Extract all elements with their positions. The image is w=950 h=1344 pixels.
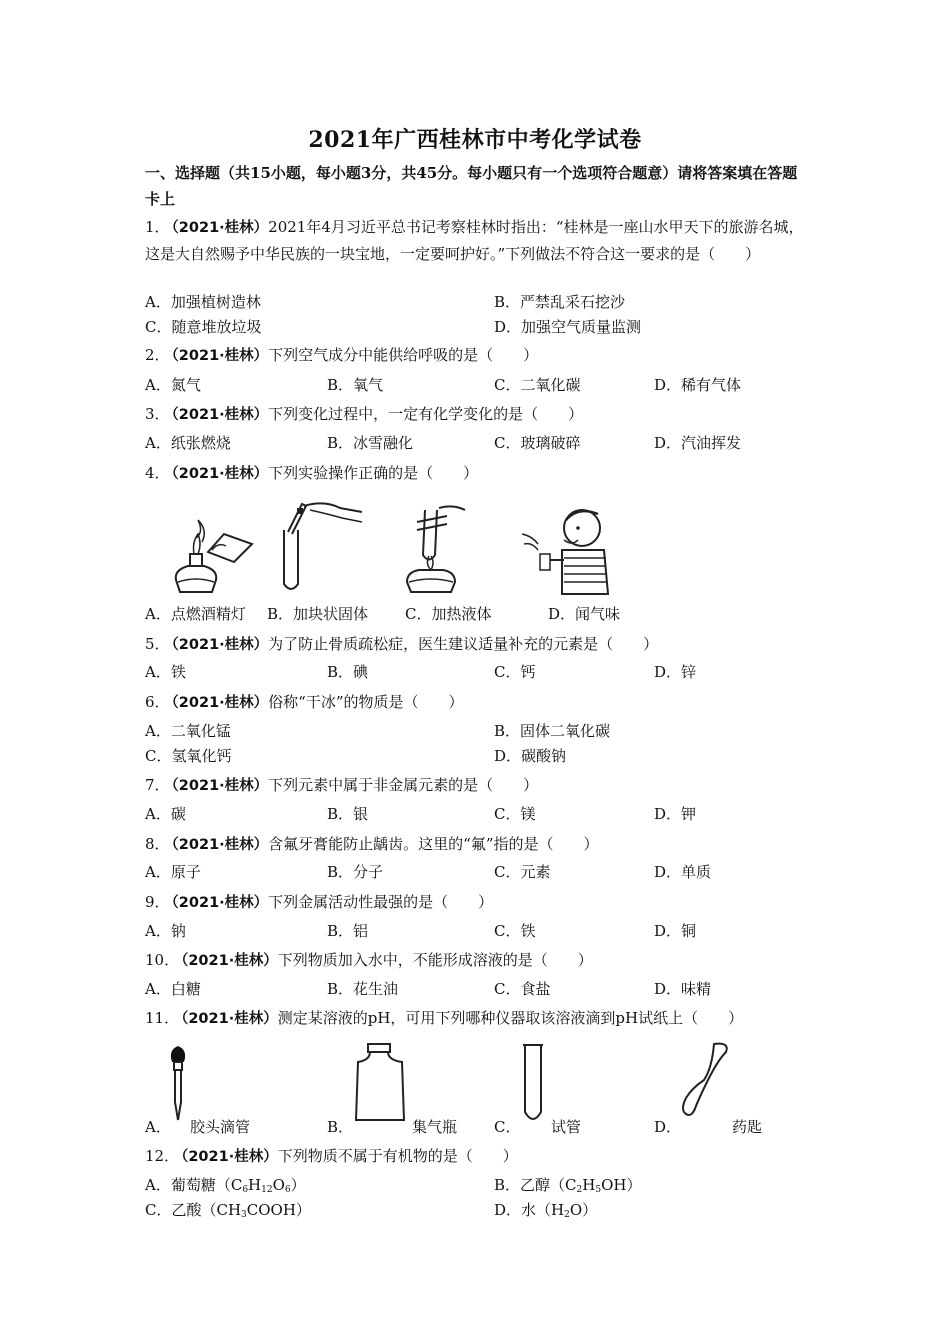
q1-option-d[interactable]: D．加强空气质量监测 bbox=[494, 318, 642, 336]
q9-option-d[interactable]: D．铜 bbox=[654, 922, 697, 940]
question-12: 12． （2021·桂林）下列物质不属于有机物的是（ ） bbox=[145, 1147, 518, 1165]
question-4: 4． （2021·桂林）下列实验操作正确的是（ ） bbox=[145, 464, 479, 482]
q1-option-a[interactable]: A．加强植树造林 bbox=[145, 293, 261, 311]
q8-option-b[interactable]: B．分子 bbox=[327, 863, 384, 881]
question-8: 8． （2021·桂林）含氟牙膏能防止龋齿。这里的“氟”指的是（ ） bbox=[145, 835, 599, 853]
q5-option-c[interactable]: C．钙 bbox=[494, 663, 536, 681]
q9-option-b[interactable]: B．铝 bbox=[327, 922, 369, 940]
q2-option-d[interactable]: D．稀有气体 bbox=[654, 376, 742, 394]
q3-option-b[interactable]: B．冰雪融化 bbox=[327, 434, 414, 452]
question-3: 3． （2021·桂林）下列变化过程中，一定有化学变化的是（ ） bbox=[145, 405, 584, 423]
medicine-spoon-figure bbox=[678, 1040, 732, 1120]
q11-option-c-label: 试管 bbox=[551, 1118, 582, 1136]
q4-option-c[interactable]: C．加热液体 bbox=[405, 605, 492, 623]
q8-option-a[interactable]: A．原子 bbox=[145, 863, 201, 881]
test-tube-block-solid-figure bbox=[270, 500, 365, 595]
q6-option-a[interactable]: A．二氧化锰 bbox=[145, 722, 231, 740]
q1-option-c[interactable]: C．随意堆放垃圾 bbox=[145, 318, 262, 336]
q11-option-c-letter[interactable]: C． bbox=[494, 1118, 521, 1136]
q6-option-c[interactable]: C．氢氧化钙 bbox=[145, 747, 232, 765]
q10-option-b[interactable]: B．花生油 bbox=[327, 980, 399, 998]
q11-option-d-letter[interactable]: D． bbox=[654, 1118, 682, 1136]
question-9: 9． （2021·桂林）下列金属活动性最强的是（ ） bbox=[145, 893, 494, 911]
q11-option-d-label: 药匙 bbox=[732, 1118, 763, 1136]
q6-option-b[interactable]: B．固体二氧化碳 bbox=[494, 722, 611, 740]
q9-option-c[interactable]: C．铁 bbox=[494, 922, 536, 940]
question-6: 6． （2021·桂林）俗称“干冰”的物质是（ ） bbox=[145, 693, 464, 711]
alcohol-lamp-lighting-figure bbox=[168, 512, 258, 597]
q11-option-a-label: 胶头滴管 bbox=[190, 1118, 251, 1136]
dropper-figure bbox=[164, 1044, 194, 1124]
question-2: 2． （2021·桂林）下列空气成分中能供给呼吸的是（ ） bbox=[145, 346, 539, 364]
q5-option-d[interactable]: D．锌 bbox=[654, 663, 697, 681]
q11-option-b-label: 集气瓶 bbox=[412, 1118, 458, 1136]
q7-option-b[interactable]: B．银 bbox=[327, 805, 369, 823]
page-title: 2021年广西桂林市中考化学试卷 bbox=[308, 127, 642, 153]
q2-option-c[interactable]: C．二氧化碳 bbox=[494, 376, 581, 394]
question-7: 7． （2021·桂林）下列元素中属于非金属元素的是（ ） bbox=[145, 776, 539, 794]
test-tube-figure bbox=[520, 1042, 546, 1126]
question-1: 1． （2021·桂林）2021年4月习近平总书记考察桂林时指出：“桂林是一座山水甲天下的旅游名城，这是大自然赐予中华民族的一块宝地，一定要呵护好。”下列做法不符合这一要求的是（ ） bbox=[145, 218, 804, 263]
q8-option-d[interactable]: D．单质 bbox=[654, 863, 712, 881]
q4-option-d[interactable]: D．闻气味 bbox=[548, 605, 621, 623]
q12-option-b[interactable]: B．乙醇$(C_2H_5OH)$ bbox=[494, 1176, 642, 1195]
smelling-gas-figure bbox=[518, 500, 618, 595]
q7-option-a[interactable]: A．碳 bbox=[145, 805, 186, 823]
q6-option-d[interactable]: D．碳酸钠 bbox=[494, 747, 567, 765]
section-heading: 一、选择题（共15小题，每小题3分，共45分。每小题只有一个选项符合题意）请将答案填在答题卡上 bbox=[145, 164, 798, 208]
q12-option-a[interactable]: A．葡萄糖$(C_6H_{12}O_6)$ bbox=[145, 1176, 306, 1195]
q7-option-c[interactable]: C．镁 bbox=[494, 805, 536, 823]
q4-option-b[interactable]: B．加块状固体 bbox=[267, 605, 369, 623]
gas-jar-figure bbox=[352, 1042, 408, 1124]
q8-option-c[interactable]: C．元素 bbox=[494, 863, 551, 881]
question-10: 10． （2021·桂林）下列物质加入水中，不能形成溶液的是（ ） bbox=[145, 951, 593, 969]
q10-option-a[interactable]: A．白糖 bbox=[145, 980, 201, 998]
q10-option-c[interactable]: C．食盐 bbox=[494, 980, 551, 998]
question-5: 5． （2021·桂林）为了防止骨质疏松症，医生建议适量补充的元素是（ ） bbox=[145, 635, 659, 653]
q11-option-a-letter[interactable]: A． bbox=[145, 1118, 171, 1136]
q12-option-d[interactable]: D．水$(H_2O)$ bbox=[494, 1201, 598, 1220]
q2-option-b[interactable]: B．氧气 bbox=[327, 376, 384, 394]
q2-option-a[interactable]: A．氮气 bbox=[145, 376, 201, 394]
q3-option-d[interactable]: D．汽油挥发 bbox=[654, 434, 742, 452]
q10-option-d[interactable]: D．味精 bbox=[654, 980, 712, 998]
q4-option-a[interactable]: A．点燃酒精灯 bbox=[145, 605, 246, 623]
heating-liquid-figure bbox=[395, 500, 475, 595]
q9-option-a[interactable]: A．钠 bbox=[145, 922, 186, 940]
question-11: 11． （2021·桂林）测定某溶液的pH，可用下列哪种仪器取该溶液滴到pH试纸上（ ） bbox=[145, 1009, 744, 1027]
q5-option-a[interactable]: A．铁 bbox=[145, 663, 186, 681]
q3-option-a[interactable]: A．纸张燃烧 bbox=[145, 434, 231, 452]
q11-option-b-letter[interactable]: B． bbox=[327, 1118, 354, 1136]
q12-option-c[interactable]: C．乙酸$(CH_3COOH)$ bbox=[145, 1201, 311, 1220]
q7-option-d[interactable]: D．钾 bbox=[654, 805, 697, 823]
q5-option-b[interactable]: B．碘 bbox=[327, 663, 369, 681]
q1-option-b[interactable]: B．严禁乱采石挖沙 bbox=[494, 293, 626, 311]
q3-option-c[interactable]: C．玻璃破碎 bbox=[494, 434, 581, 452]
